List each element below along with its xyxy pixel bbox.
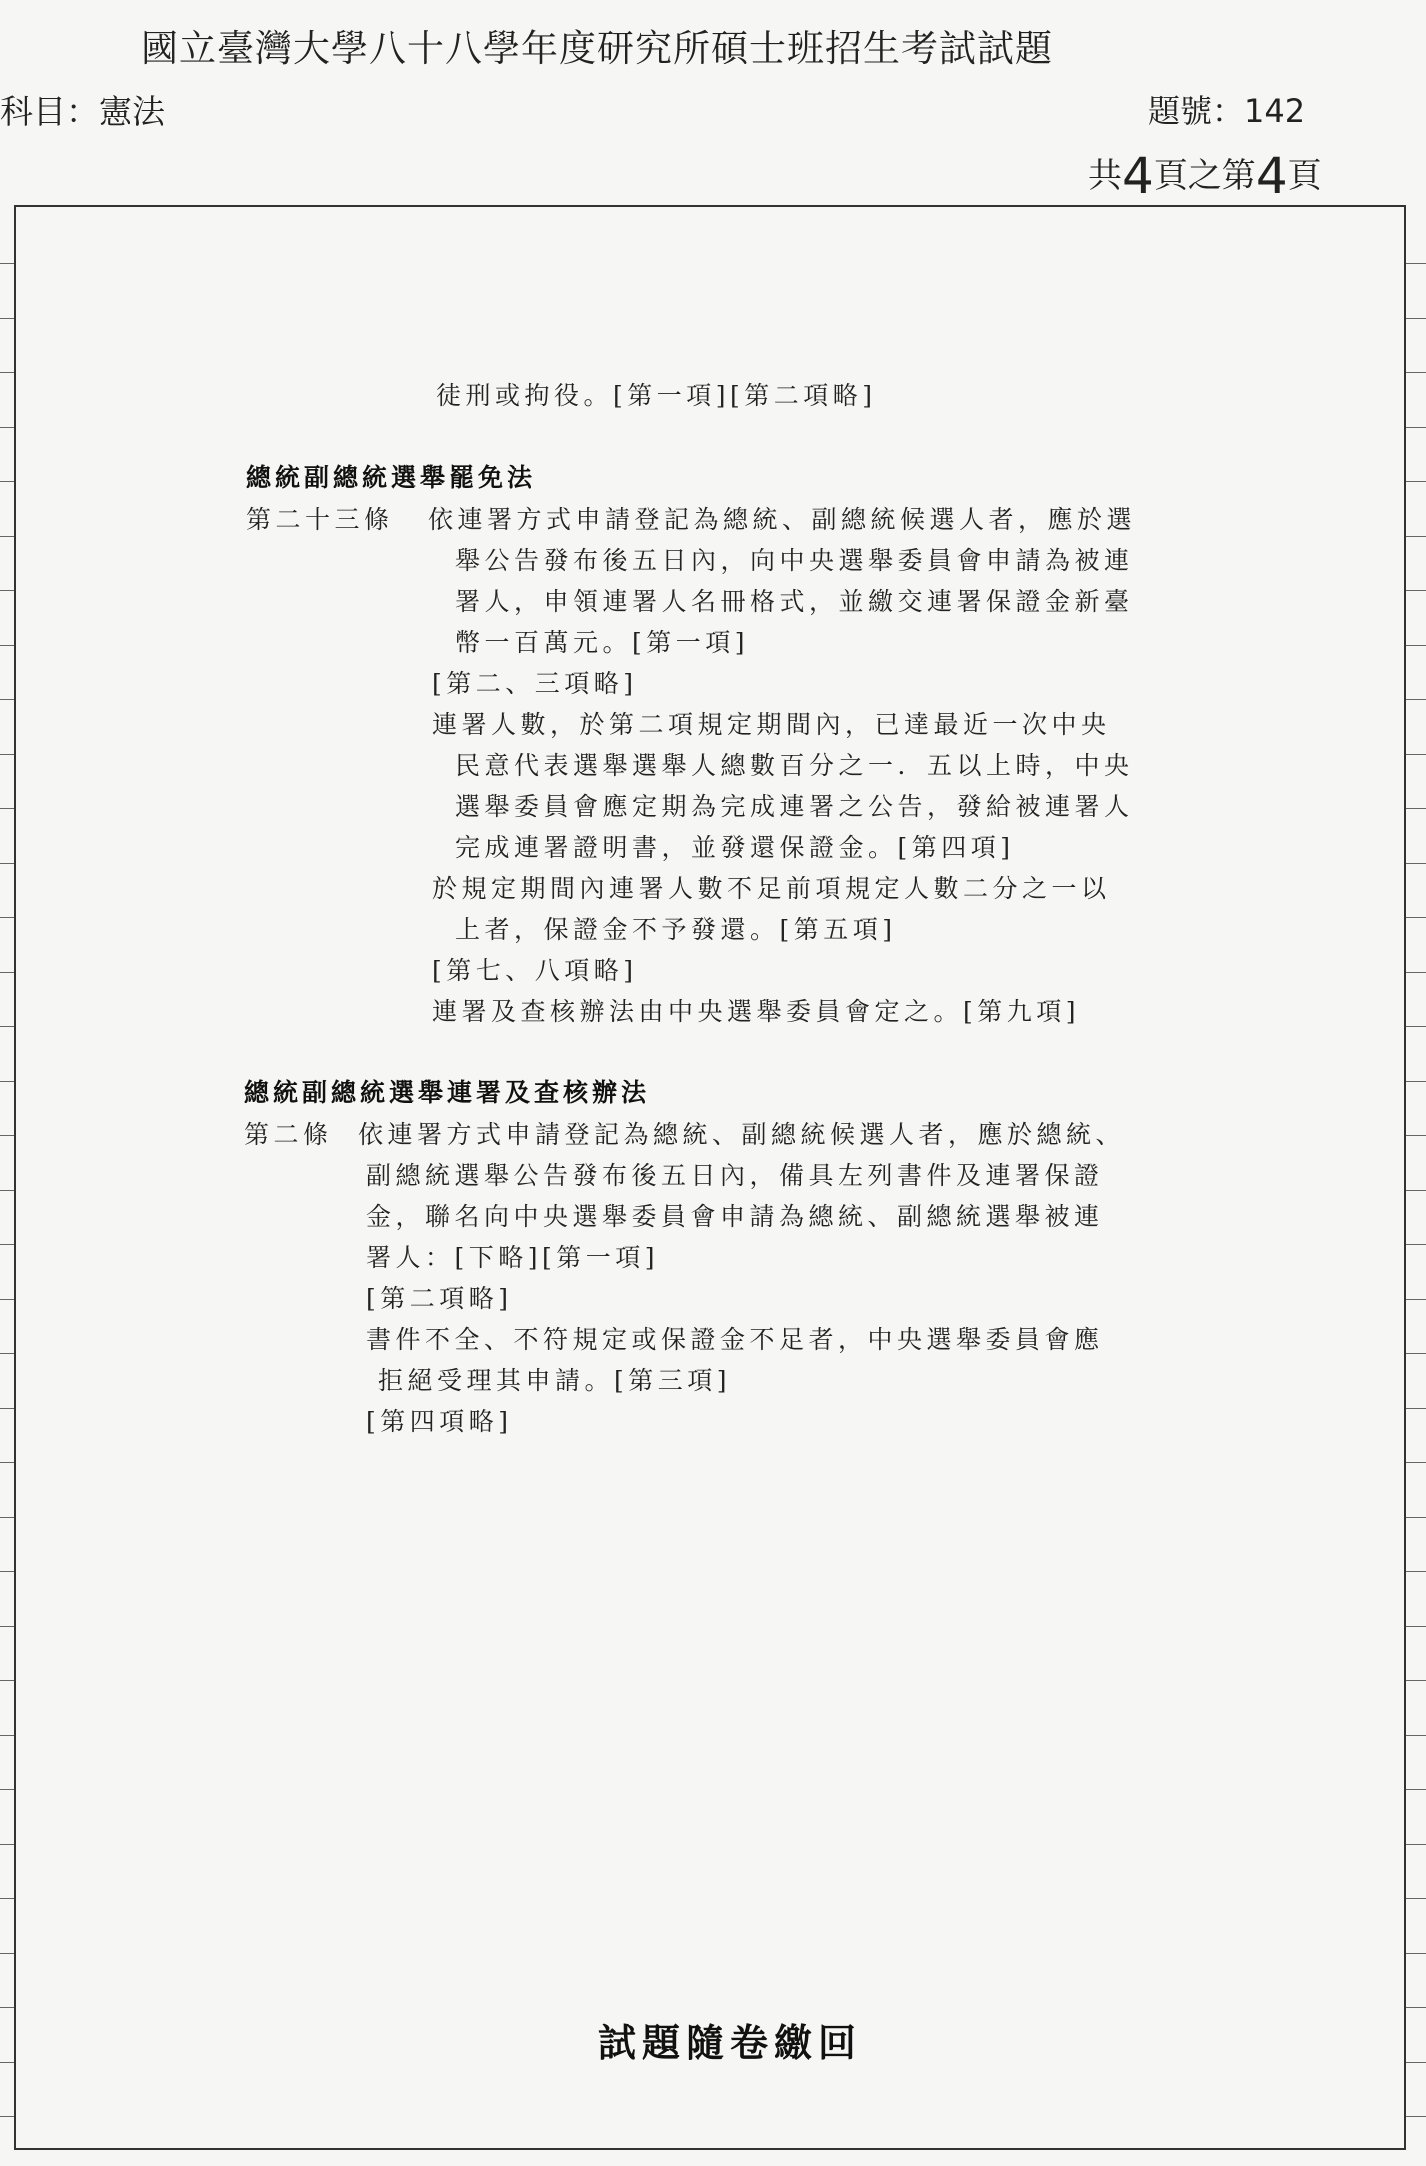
section1-line: 選舉委員會應定期為完成連署之公告，發給被連署人	[455, 792, 1134, 821]
section1-line: [第二、三項略]	[432, 669, 638, 698]
exam-title: 國立臺灣大學八十八學年度研究所碩士班招生考試試題	[141, 27, 1053, 70]
page-indicator: 共4頁之第4頁	[1088, 147, 1322, 205]
section1-line: 依連署方式申請登記為總統、副總統候選人者，應於選	[428, 505, 1137, 534]
section1-heading: 總統副總統選舉罷免法	[246, 463, 537, 492]
current-page: 4	[1255, 147, 1288, 205]
section2-line: [第四項略]	[366, 1407, 513, 1436]
question-number: 題號：142	[1148, 92, 1306, 130]
section2-article-label: 第二條	[244, 1120, 333, 1149]
section1-line: 於規定期間內連署人數不足前項規定人數二分之一以	[432, 874, 1111, 903]
section2-heading: 總統副總統選舉連署及查核辦法	[244, 1078, 651, 1107]
right-margin-rule	[1406, 205, 1426, 2150]
section1-line: 連署人數，於第二項規定期間內，已達最近一次中央	[432, 710, 1111, 739]
section2-line: 署人：[下略][第一項]	[366, 1243, 660, 1272]
section1-line: 上者，保證金不予發還。[第五項]	[455, 915, 897, 944]
section2-line: 拒絕受理其申請。[第三項]	[378, 1366, 732, 1395]
left-margin-rule	[0, 205, 14, 2150]
section1-line: 署人，申領連署人名冊格式，並繳交連署保證金新臺	[455, 587, 1134, 616]
section1-line: 連署及查核辦法由中央選舉委員會定之。[第九項]	[432, 997, 1081, 1026]
section1-article-label: 第二十三條	[246, 505, 394, 534]
continuation-line: 徒刑或拘役。[第一項][第二項略]	[436, 381, 877, 410]
section2-line: 金，聯名向中央選舉委員會申請為總統、副總統選舉被連	[366, 1202, 1104, 1231]
total-pages: 4	[1122, 147, 1154, 205]
section1-line: 幣一百萬元。[第一項]	[455, 628, 750, 657]
section2-line: 書件不全、不符規定或保證金不足者，中央選舉委員會應	[366, 1325, 1104, 1354]
section1-line: 完成連署證明書，並發還保證金。[第四項]	[455, 833, 1015, 862]
section1-line: 舉公告發布後五日內，向中央選舉委員會申請為被連	[455, 546, 1134, 575]
subject-label: 科目：憲法	[0, 92, 165, 131]
return-notice: 試題隨卷繳回	[598, 2020, 863, 2065]
section2-line: [第二項略]	[366, 1284, 513, 1313]
section1-line: 民意代表選舉選舉人總數百分之一．五以上時，中央	[455, 751, 1134, 780]
section2-line: 副總統選舉公告發布後五日內，備具左列書件及連署保證	[366, 1161, 1104, 1190]
section2-line: 依連署方式申請登記為總統、副總統候選人者，應於總統、	[358, 1120, 1126, 1149]
section1-line: [第七、八項略]	[432, 956, 638, 985]
